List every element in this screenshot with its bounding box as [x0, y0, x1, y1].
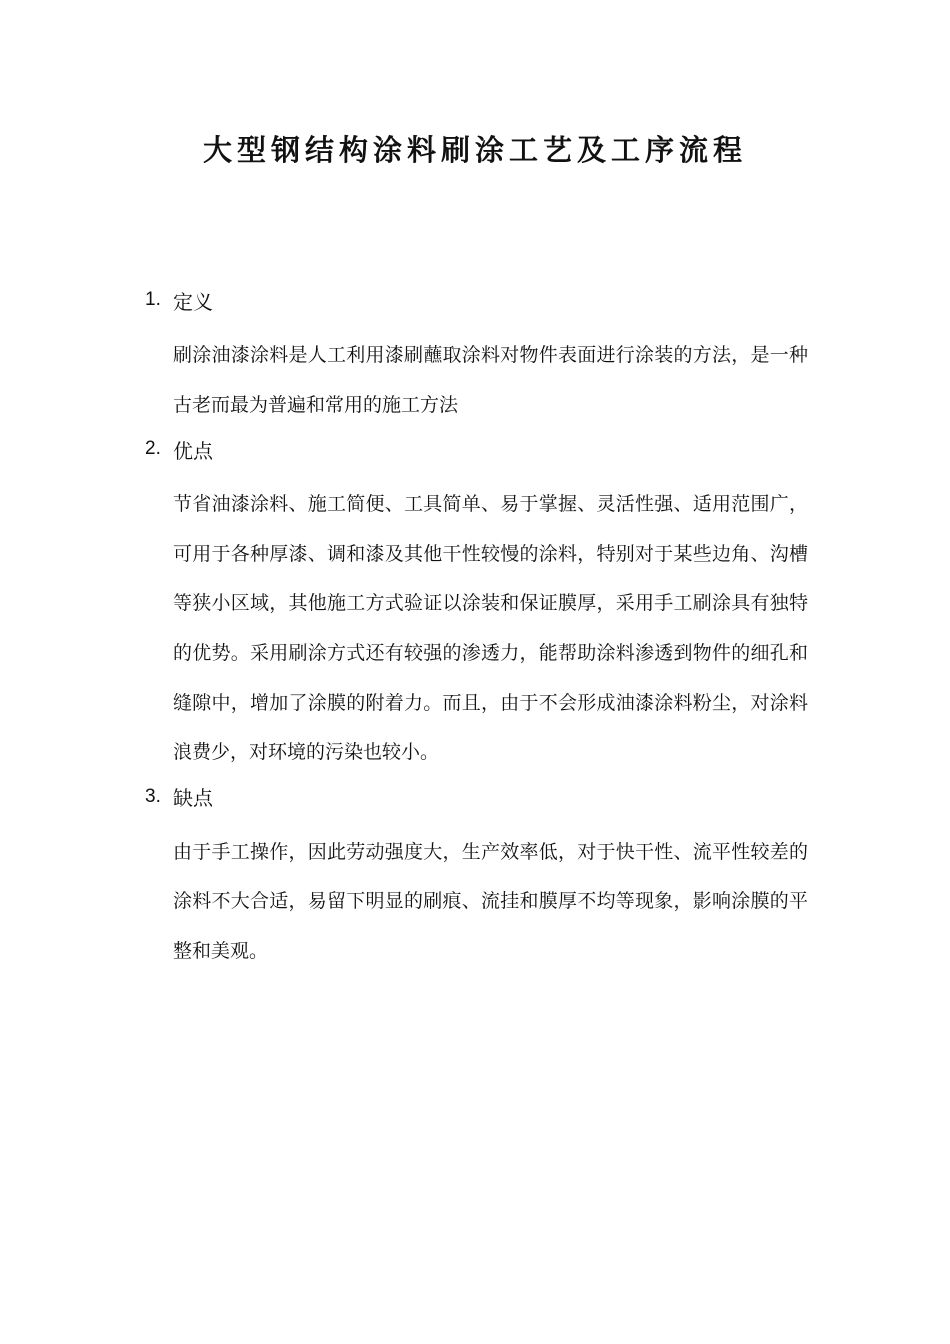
section-list: [145, 281, 825, 977]
section-disadvantages: [145, 778, 825, 977]
section-body: 刷涂油漆涂料是人工利用漆刷蘸取涂料对物件表面进行涂装的方法，是一种古老而最为普遍和常用的施工方法: [173, 344, 808, 416]
section-advantages: [145, 430, 825, 778]
section-heading: [145, 778, 825, 816]
section-number: 2.: [145, 438, 161, 460]
section-body: 由于手工操作，因此劳动强度大，生产效率低，对于快干性、流平性较差的涂料不大合适，易留下明显的刷痕、流挂和膜厚不均等现象，影响涂膜的平整和美观。: [173, 840, 808, 962]
document-title: 大型钢结构涂料刷涂工艺及工序流程: [202, 133, 747, 167]
section-title: 定义: [173, 289, 213, 314]
section-body: 节省油漆涂料、施工简便、工具简单、易于掌握、灵活性强、适用范围广，可用于各种厚漆、调和漆及其他干性较慢的涂料，特别对于某些边角、沟槽等狭小区域，其他施工方式验证以涂装和保证膜厚，采用手工刷涂具有独特的优势。采用刷涂方式还有较强的渗透力，能帮助涂料渗透到物件的细孔和缝隙中，增加了涂膜的附着力。而且，由于不会形成油漆涂料粉尘，对涂料浪费少，对环境的污染也较小。: [173, 493, 808, 764]
section-heading: [145, 281, 825, 319]
section-heading: [145, 430, 825, 468]
section-number: 1.: [145, 289, 161, 310]
section-title: 缺点: [173, 786, 213, 811]
section-number: 3.: [145, 785, 161, 807]
section-title: 优点: [173, 438, 213, 463]
section-definition: [145, 281, 825, 430]
